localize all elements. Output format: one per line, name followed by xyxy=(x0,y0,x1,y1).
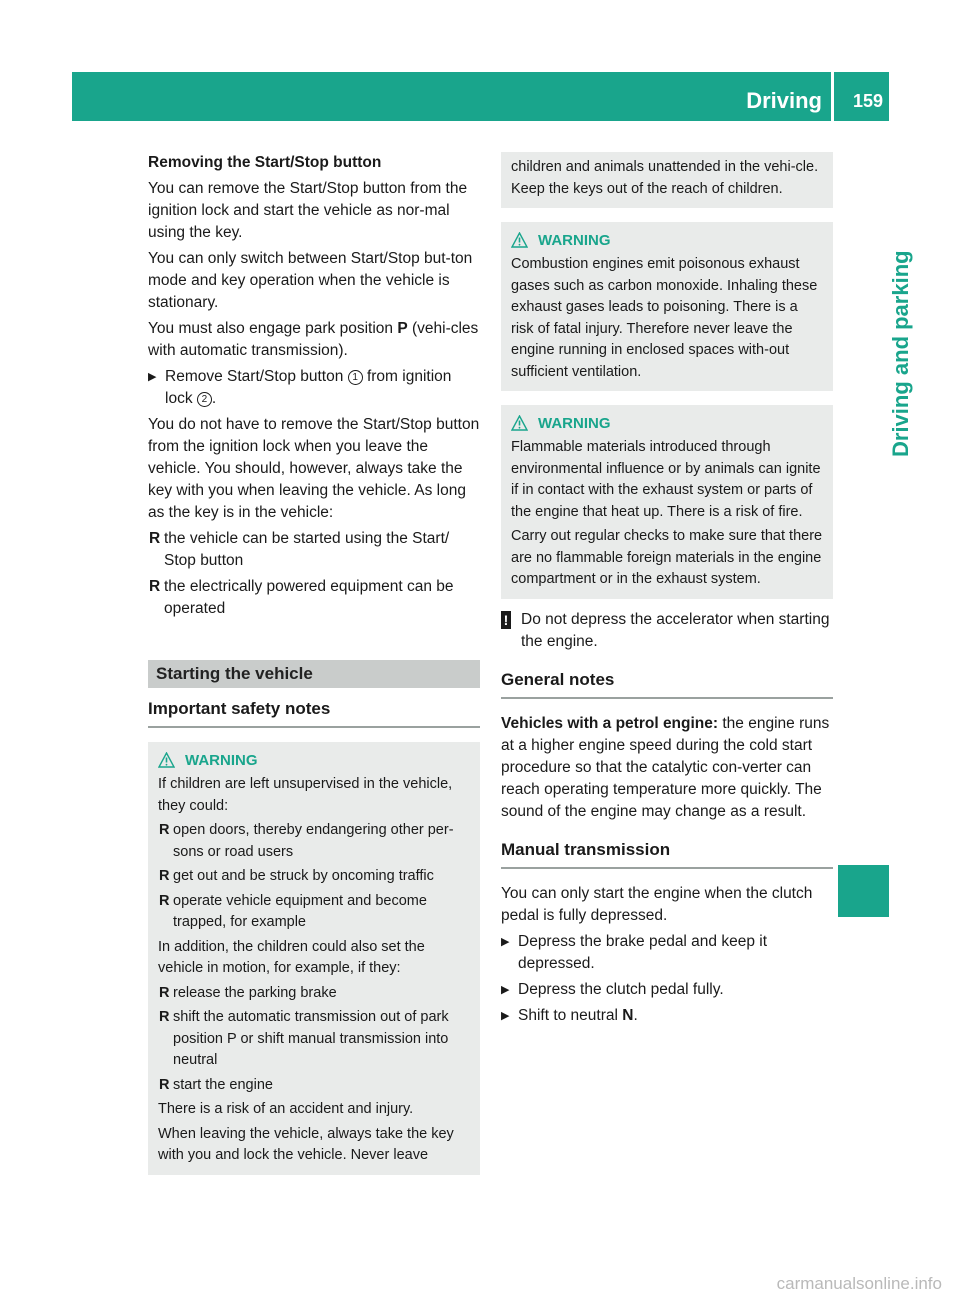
arrow-icon: ▶ xyxy=(148,371,157,383)
list-item-text: get out and be struck by oncoming traffic xyxy=(173,868,434,884)
header-separator xyxy=(831,72,834,121)
subsection-heading: Manual transmission xyxy=(501,839,833,869)
step-text: Depress the brake pedal and keep it depressed. xyxy=(518,932,768,972)
bullet-icon: R xyxy=(159,1076,170,1093)
callout-1-icon: 1 xyxy=(348,370,363,385)
paragraph xyxy=(501,713,833,823)
page-number: 159 xyxy=(852,91,883,111)
list-item-text: shift the automatic transmission out of park position P or shift manual transmission into neutral xyxy=(173,1009,449,1068)
list-item xyxy=(148,576,480,620)
note-text: Do not depress the accelerator when starting the engine. xyxy=(521,610,830,650)
list-item-text: operate vehicle equipment and become trapped, for example xyxy=(173,892,427,930)
bullet-icon: R xyxy=(149,578,161,595)
warning-box xyxy=(501,405,833,599)
neutral-label: N xyxy=(622,1006,634,1024)
text: Remove Start/Stop button xyxy=(165,368,348,385)
text: You must also engage park position xyxy=(148,320,398,337)
paragraph: You can only start the engine when the clutch pedal is fully depressed. xyxy=(501,884,813,924)
bullet-icon: R xyxy=(149,530,161,547)
list-item xyxy=(158,983,470,1005)
paragraph: You do not have to remove the Start/Stop button from the ignition lock when you leave the vehicle. You should, however, always take the key with you when leaving the vehicle. As long as the key is in the vehicle: xyxy=(148,416,480,521)
side-tab-marker xyxy=(838,865,889,917)
warning-triangle-icon xyxy=(158,752,175,768)
arrow-icon: ▶ xyxy=(501,1009,510,1022)
warning-text: Flammable materials introduced through environmental influence or by animals can ignite if in contact with the exhaust system or parts of the engine that heat up. There is a risk of fire. xyxy=(511,439,821,520)
text: from ignition lock xyxy=(165,368,452,407)
note xyxy=(501,609,833,653)
warning-text: Carry out regular checks to make sure that there are no flammable foreign materials in the engine compartment or in the exhaust system. xyxy=(511,528,823,587)
warning-box-continued xyxy=(501,152,833,208)
instruction-step xyxy=(501,979,833,1001)
text: . xyxy=(211,390,217,407)
warning-text: In addition, the children could also set the vehicle in motion, for example, if they: xyxy=(158,938,425,976)
list-item xyxy=(158,891,470,934)
warning-box xyxy=(148,742,480,1175)
instruction-step xyxy=(501,931,833,975)
text: (vehi-cles with automatic transmission). xyxy=(148,320,479,359)
watermark[interactable]: carmanualsonline.info xyxy=(776,1274,942,1293)
park-position-label: P xyxy=(397,320,408,337)
removing-heading: Removing the Start/Stop button xyxy=(148,154,382,171)
list-item-text: open doors, thereby endangering other per-sons or road users xyxy=(173,822,454,860)
text: the engine runs at a higher engine speed during the cold start procedure so that the catalytic con-verter can reach operating temperature more quickly. The sound of the engine may change as a result. xyxy=(501,714,830,820)
list-item xyxy=(158,1075,470,1097)
warning-triangle-icon xyxy=(511,232,528,248)
warning-triangle-icon xyxy=(511,415,528,431)
list-item xyxy=(158,866,470,888)
list-item-text: the vehicle can be started using the Start/ Stop button xyxy=(164,530,450,569)
step-text: Shift to neutral xyxy=(518,1006,623,1024)
warning-text: If children are left unsupervised in the vehicle, they could: xyxy=(158,776,453,814)
bullet-icon: R xyxy=(159,1009,170,1025)
subsection-heading: General notes xyxy=(501,669,833,699)
warning-label: WARNING xyxy=(185,752,258,769)
text: . xyxy=(633,1006,638,1024)
list-item-text: release the parking brake xyxy=(173,984,337,1001)
paragraph: You can only switch between Start/Stop but-ton mode and key operation when the vehicle is stationary. xyxy=(148,250,473,311)
warning-text: There is a risk of an accident and injury. xyxy=(158,1101,414,1117)
warning-header xyxy=(511,230,823,250)
list-item xyxy=(148,528,480,572)
right-column xyxy=(501,152,833,1031)
bullet-icon: R xyxy=(159,822,170,838)
left-column xyxy=(148,152,480,1175)
page-header xyxy=(72,72,889,121)
bullet-icon: R xyxy=(159,892,170,909)
bullet-icon: R xyxy=(159,868,170,884)
step-text: Depress the clutch pedal fully. xyxy=(518,980,724,998)
arrow-icon: ▶ xyxy=(501,983,510,996)
section-title: Starting the vehicle xyxy=(148,660,480,688)
warning-text: children and animals unattended in the vehi-cle. Keep the keys out of the reach of children. xyxy=(511,159,819,197)
list-item xyxy=(158,1007,470,1072)
exclamation-icon: ! xyxy=(501,611,511,629)
callout-2-icon: 2 xyxy=(197,392,212,407)
bullet-icon: R xyxy=(159,984,170,1001)
instruction-step xyxy=(501,1005,833,1027)
warning-label: WARNING xyxy=(538,232,611,249)
paragraph: You can remove the Start/Stop button from the ignition lock and start the vehicle as nor-mal using the key. xyxy=(148,180,468,241)
subsection-heading: Important safety notes xyxy=(148,698,480,728)
warning-label: WARNING xyxy=(538,415,611,432)
side-tab-label: Driving and parking xyxy=(888,250,913,457)
warning-header xyxy=(511,413,823,433)
header-title: Driving xyxy=(746,88,822,113)
list-item-text: the electrically powered equipment can be operated xyxy=(164,578,454,617)
bold-lead: Vehicles with a petrol engine: xyxy=(501,714,719,732)
list-item xyxy=(158,820,470,863)
warning-box xyxy=(501,222,833,391)
warning-text: Combustion engines emit poisonous exhaust gases such as carbon monoxide. Inhaling these exhaust gases leads to poisoning. There is a risk of fatal injury. Therefore never leave the engine running in enclosed spaces with-out sufficient ventilation. xyxy=(511,256,818,380)
list-item-text: start the engine xyxy=(173,1076,273,1093)
paragraph xyxy=(148,318,480,362)
arrow-icon: ▶ xyxy=(501,935,510,948)
warning-header xyxy=(158,750,470,770)
warning-text: When leaving the vehicle, always take the key with you and lock the vehicle. Never leave xyxy=(158,1125,454,1163)
instruction-step xyxy=(148,366,480,410)
